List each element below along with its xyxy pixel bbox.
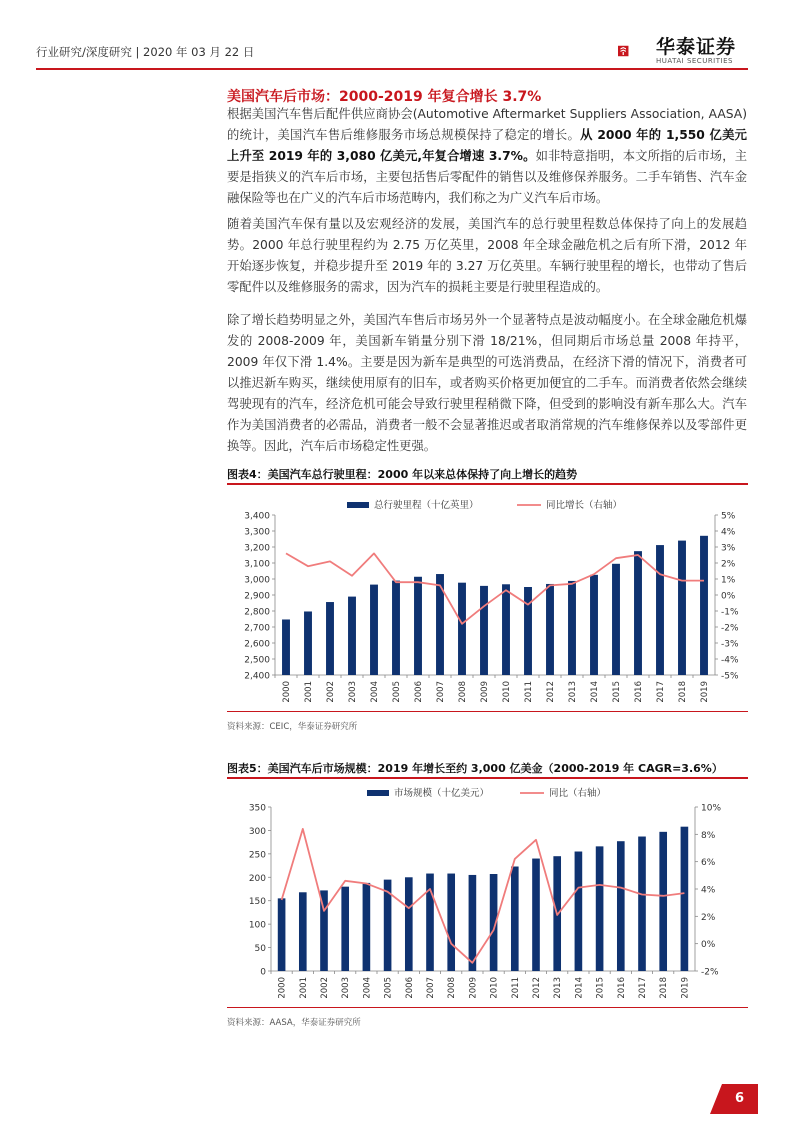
right-tick-label: 6% bbox=[701, 858, 716, 869]
figure-5-title: 图表5：美国汽车后市场规模：2019 年增长至约 3,000 亿美金（2000-2019 年 CAGR=3.6%） bbox=[227, 762, 723, 775]
x-tick-label: 2002 bbox=[326, 681, 336, 703]
left-tick-label: 300 bbox=[248, 826, 266, 837]
figure-4-chart bbox=[227, 487, 748, 709]
x-tick-label: 2000 bbox=[277, 977, 288, 999]
page-badge-icon bbox=[710, 1084, 758, 1114]
legend-bar-label: 总行驶里程（十亿英里） bbox=[374, 500, 479, 511]
figure-4-bottom-rule bbox=[227, 711, 748, 712]
x-tick-label: 2013 bbox=[553, 977, 564, 999]
bar bbox=[634, 551, 642, 675]
page-number: 6 bbox=[735, 1091, 745, 1106]
left-tick-label: 2,700 bbox=[244, 623, 270, 634]
left-tick-label: 200 bbox=[248, 873, 266, 884]
bar bbox=[681, 827, 689, 971]
x-tick-label: 2019 bbox=[700, 681, 710, 703]
x-tick-label: 2016 bbox=[634, 681, 644, 703]
paragraph-1-rest: 如非特意指明，本文所指的后市场，主要是指狭义的汽车后市场，主要包括售后零配件的销售以及维修保养服务。二手车销售、汽车金融保险等也在广义的汽车后市场范畴内，我们称之为广义汽车后市场。 bbox=[227, 149, 747, 205]
figure-4-source: 资料来源：CEIC，华泰证券研究所 bbox=[227, 722, 358, 732]
left-tick-label: 50 bbox=[254, 944, 266, 955]
x-tick-label: 2012 bbox=[532, 977, 542, 999]
x-tick-label: 2012 bbox=[546, 681, 556, 703]
bar bbox=[532, 859, 540, 971]
bar bbox=[678, 541, 686, 675]
x-tick-label: 2006 bbox=[404, 977, 415, 999]
bar bbox=[659, 832, 667, 971]
logo-text-en: HUATAI SECURITIES bbox=[656, 57, 733, 65]
bar bbox=[480, 586, 488, 675]
x-tick-label: 2002 bbox=[320, 977, 330, 999]
x-tick-label: 2014 bbox=[590, 681, 600, 703]
figure-4-top-rule bbox=[227, 483, 748, 485]
left-tick-label: 3,100 bbox=[244, 559, 270, 570]
x-tick-label: 2011 bbox=[524, 681, 534, 703]
x-tick-label: 2018 bbox=[659, 977, 670, 999]
bar bbox=[590, 575, 598, 675]
bar bbox=[546, 584, 554, 675]
x-tick-label: 2013 bbox=[568, 681, 578, 703]
x-tick-label: 2017 bbox=[638, 977, 648, 999]
bar bbox=[341, 887, 349, 971]
x-tick-label: 2019 bbox=[680, 977, 691, 999]
legend-bar-label: 市场规模（十亿美元） bbox=[394, 788, 490, 799]
figure-4-title: 图表4：美国汽车总行驶里程：2000 年以来总体保持了向上增长的趋势 bbox=[227, 468, 578, 481]
left-tick-label: 250 bbox=[248, 850, 266, 861]
x-tick-label: 2011 bbox=[510, 977, 521, 999]
right-tick-label: 4% bbox=[721, 527, 736, 538]
x-tick-label: 2006 bbox=[414, 681, 424, 703]
left-tick-label: 3,000 bbox=[244, 575, 270, 586]
right-tick-label: 0% bbox=[721, 591, 736, 602]
bar bbox=[405, 877, 413, 971]
left-tick-label: 3,400 bbox=[244, 511, 270, 522]
left-tick-label: 3,200 bbox=[244, 543, 270, 554]
bar bbox=[370, 585, 378, 675]
bar bbox=[612, 564, 620, 675]
bar bbox=[638, 837, 646, 971]
bar bbox=[656, 545, 664, 675]
x-tick-label: 2001 bbox=[298, 977, 309, 999]
left-tick-label: 2,500 bbox=[244, 655, 270, 666]
right-tick-label: 4% bbox=[701, 885, 716, 896]
figure-5-source: 资料来源：AASA，华泰证券研究所 bbox=[227, 1018, 361, 1028]
bar bbox=[568, 581, 576, 675]
right-tick-label: 2% bbox=[721, 559, 736, 570]
right-tick-label: -3% bbox=[721, 639, 739, 650]
left-tick-label: 2,600 bbox=[244, 639, 270, 650]
figure-5-chart bbox=[227, 781, 748, 1005]
left-tick-label: 3,300 bbox=[244, 527, 270, 538]
x-tick-label: 2015 bbox=[612, 681, 622, 703]
x-tick-label: 2004 bbox=[370, 681, 380, 703]
header-divider bbox=[36, 68, 748, 70]
right-tick-label: 5% bbox=[721, 511, 736, 522]
legend-line-label: 同比（右轴） bbox=[549, 788, 607, 799]
figure-5-bottom-rule bbox=[227, 1007, 748, 1008]
right-tick-label: 1% bbox=[721, 575, 736, 586]
left-tick-label: 2,800 bbox=[244, 607, 270, 618]
right-tick-label: -5% bbox=[721, 671, 739, 682]
x-tick-label: 2007 bbox=[436, 681, 446, 703]
x-tick-label: 2005 bbox=[383, 977, 394, 999]
x-tick-label: 2017 bbox=[656, 681, 666, 703]
right-tick-label: 3% bbox=[721, 543, 736, 554]
left-tick-label: 0 bbox=[260, 967, 266, 978]
bar bbox=[282, 619, 290, 675]
legend-bar-swatch bbox=[347, 502, 369, 508]
legend-bar-swatch bbox=[367, 790, 389, 796]
x-tick-label: 2008 bbox=[447, 977, 458, 999]
section-title: 美国汽车后市场：2000-2019 年复合增长 3.7% bbox=[227, 89, 542, 105]
bar bbox=[363, 883, 371, 971]
x-tick-label: 2007 bbox=[426, 977, 436, 999]
bar bbox=[304, 611, 312, 675]
paragraph-3: 除了增长趋势明显之外，美国汽车售后市场另外一个显著特点是波动幅度小。在全球金融危机爆发的 2008-2009 年，美国新车销量分别下滑 18/21%，但同期后市场总量 2008 年持平，2009 年仅下滑 1.4%。主要是因为新车是典型的可选消费品，在经济下滑的情况下，消费者可以推迟新车购买，继续使用原有的旧车，或者购买价格更加便宜的二手车。而消费者依然会继续驾驶现有的汽车，经济危机可能会导致行驶里程稍微下降，但受到的影响没有新车那么大。汽车作为美国消费者的必需品，消费者一般不会显著推迟或者取消常规的汽车维修保养以及零部件更换等。因此，汽车后市场稳定性更强。 bbox=[227, 313, 747, 453]
x-tick-label: 2015 bbox=[595, 977, 606, 999]
x-tick-label: 2014 bbox=[574, 977, 585, 999]
logo-text-cn: 华泰证券 bbox=[656, 36, 737, 58]
right-tick-label: -2% bbox=[701, 967, 719, 978]
right-tick-label: 10% bbox=[701, 803, 722, 814]
paragraph-1-highlight: 从 2000 年的 1,550 亿美元上升至 2019 年的 3,080 亿美元,年复合增速 3.7%。 bbox=[227, 128, 747, 163]
legend-line-label: 同比增长（右轴） bbox=[546, 500, 623, 511]
right-tick-label: -2% bbox=[721, 623, 739, 634]
bar bbox=[617, 841, 625, 971]
x-tick-label: 2003 bbox=[348, 681, 358, 703]
left-tick-label: 100 bbox=[248, 920, 266, 931]
paragraph-2: 随着美国汽车保有量以及宏观经济的发展，美国汽车的总行驶里程数总体保持了向上的发展趋势。2000 年总行驶里程约为 2.75 万亿英里，2008 年全球金融危机之后有所下滑，2012 年开始逐步恢复，并稳步提升至 2019 年的 3.27 万亿英里。车辆行驶里程的增长，也带动了售后零配件以及维修服务的需求，因为汽车的损耗主要是行驶里程造成的。 bbox=[227, 217, 747, 294]
huatai-logo-icon bbox=[618, 32, 658, 70]
left-tick-label: 350 bbox=[248, 803, 266, 814]
x-tick-label: 2009 bbox=[468, 977, 479, 999]
bar bbox=[414, 577, 422, 675]
bar bbox=[326, 602, 334, 675]
bar bbox=[524, 587, 532, 675]
bar bbox=[348, 597, 356, 675]
x-tick-label: 2016 bbox=[616, 977, 627, 999]
x-tick-label: 2009 bbox=[480, 681, 490, 703]
right-tick-label: 0% bbox=[701, 940, 716, 951]
right-tick-label: 2% bbox=[701, 912, 716, 923]
left-tick-label: 150 bbox=[248, 897, 266, 908]
x-tick-label: 2003 bbox=[341, 977, 352, 999]
bar bbox=[458, 583, 466, 675]
bar bbox=[447, 874, 455, 971]
bar bbox=[502, 584, 510, 675]
x-tick-label: 2018 bbox=[678, 681, 688, 703]
bar bbox=[511, 867, 519, 971]
bar bbox=[299, 892, 307, 971]
bar bbox=[575, 852, 583, 971]
x-tick-label: 2000 bbox=[282, 681, 292, 703]
left-tick-label: 2,400 bbox=[244, 671, 270, 682]
bar bbox=[596, 846, 604, 971]
x-tick-label: 2008 bbox=[458, 681, 468, 703]
x-tick-label: 2010 bbox=[489, 977, 500, 999]
left-tick-label: 2,900 bbox=[244, 591, 270, 602]
paragraph-1-intro: 根据美国汽车售后配件供应商协会(Automotive Aftermarket Suppliers Association, AASA)的统计，美国汽车售后维修服务市场总规模保持了稳定的增长。 bbox=[227, 107, 747, 142]
right-tick-label: -4% bbox=[721, 655, 739, 666]
bar bbox=[392, 581, 400, 675]
figure-5-top-rule bbox=[227, 777, 748, 779]
bar bbox=[278, 898, 286, 971]
right-tick-label: -1% bbox=[721, 607, 739, 618]
bar bbox=[469, 875, 477, 971]
bar bbox=[700, 536, 708, 675]
header-breadcrumb: 行业研究/深度研究 | 2020 年 03 月 22 日 bbox=[36, 45, 255, 59]
x-tick-label: 2001 bbox=[304, 681, 314, 703]
paragraph-1 bbox=[227, 104, 747, 209]
right-tick-label: 8% bbox=[701, 830, 716, 841]
x-tick-label: 2004 bbox=[362, 977, 373, 999]
x-tick-label: 2005 bbox=[392, 681, 402, 703]
x-tick-label: 2010 bbox=[502, 681, 512, 703]
